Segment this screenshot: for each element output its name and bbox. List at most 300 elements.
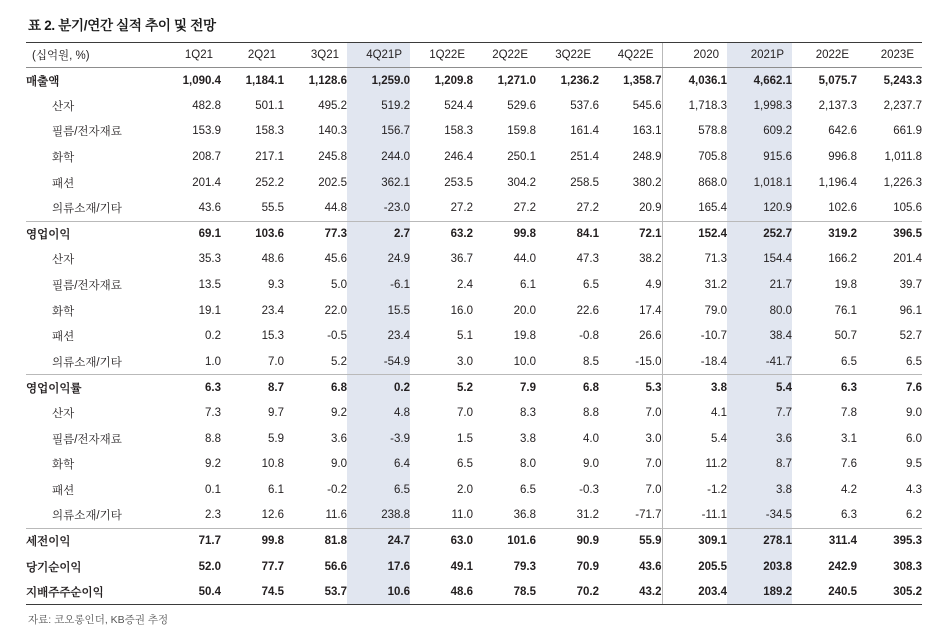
cell: 44.0: [513, 253, 536, 266]
cell: 6.5: [841, 355, 857, 368]
column-header-3q21: 3Q21: [284, 43, 347, 68]
cell: 19.8: [834, 279, 857, 292]
cell: 7.0: [645, 483, 662, 496]
cell: 6.4: [347, 451, 410, 477]
cell: 7.0: [645, 407, 662, 420]
cell: 17.4: [639, 304, 662, 317]
cell: 250.1: [507, 151, 536, 164]
cell: 161.4: [570, 125, 599, 138]
table-row: [26, 93, 922, 119]
row-label: 매출액: [26, 75, 60, 88]
cell: 56.6: [324, 560, 347, 573]
cell: 537.6: [570, 99, 599, 112]
cell: 278.1: [727, 528, 792, 554]
row-label: 산자: [52, 254, 75, 267]
cell: 72.1: [599, 221, 662, 247]
cell: 52.0: [198, 560, 221, 573]
cell: 55.9: [599, 528, 662, 554]
cell: 309.1: [662, 528, 727, 554]
table-row: [26, 528, 922, 554]
cell: 9.0: [583, 458, 599, 471]
cell: 205.5: [662, 554, 727, 580]
row-label: 영업이익률: [26, 375, 158, 401]
row-label: 패션: [52, 177, 75, 190]
cell: 217.1: [255, 151, 284, 164]
column-header-2022e: 2022E: [792, 43, 857, 68]
cell: 4,036.1: [662, 68, 727, 94]
cell: 50.7: [834, 330, 857, 343]
cell: 3.8: [727, 477, 792, 503]
cell: 101.6: [473, 528, 536, 554]
cell: 0.2: [205, 330, 221, 343]
cell: 501.1: [255, 99, 284, 112]
cell: 545.6: [632, 99, 662, 112]
cell: 7.0: [457, 407, 473, 420]
cell: 245.8: [318, 151, 347, 164]
cell: 7.9: [473, 375, 536, 401]
cell: -10.7: [662, 323, 727, 349]
table-body: [26, 68, 922, 605]
cell: 47.3: [576, 253, 599, 266]
cell: 8.0: [520, 458, 536, 471]
cell: 4.1: [662, 400, 727, 426]
cell: 45.6: [324, 253, 347, 266]
column-header-2021p: 2021P: [727, 43, 792, 68]
cell: 201.4: [192, 176, 221, 189]
cell: 77.7: [261, 560, 284, 573]
cell: 22.0: [324, 304, 347, 317]
row-label: 의류소재/기타: [52, 356, 122, 369]
cell: -41.7: [727, 349, 792, 375]
cell: 158.3: [255, 125, 284, 138]
cell: 246.4: [444, 151, 473, 164]
cell: 1,128.6: [308, 74, 347, 87]
cell: 0.1: [205, 483, 221, 496]
cell: -0.2: [327, 483, 347, 496]
cell: 163.1: [632, 125, 662, 138]
cell: 1,011.8: [884, 151, 922, 164]
cell: 8.7: [727, 451, 792, 477]
cell: 248.9: [632, 151, 662, 164]
cell: 1,358.7: [623, 74, 662, 87]
table-row: [26, 144, 922, 170]
cell: 15.5: [347, 298, 410, 324]
cell: 6.5: [583, 279, 599, 292]
cell: -15.0: [635, 355, 662, 368]
cell: 9.7: [268, 407, 284, 420]
cell: 69.1: [158, 221, 221, 247]
cell: 5.3: [599, 375, 662, 401]
cell: 16.0: [450, 304, 473, 317]
cell: 13.5: [198, 279, 221, 292]
cell: 27.2: [450, 202, 473, 215]
cell: 6.1: [520, 279, 536, 292]
table-row: [26, 375, 922, 401]
cell: 48.6: [410, 579, 473, 605]
cell: 48.6: [261, 253, 284, 266]
cell: 38.4: [727, 323, 792, 349]
cell: 36.7: [450, 253, 473, 266]
cell: 49.1: [450, 560, 473, 573]
cell: 396.5: [857, 221, 922, 247]
cell: 76.1: [834, 304, 857, 317]
cell: 5.2: [331, 355, 347, 368]
cell: 6.2: [906, 509, 922, 522]
row-label: 영업이익: [26, 221, 158, 247]
cell: 9.5: [906, 458, 922, 471]
cell: 10.8: [261, 458, 284, 471]
table-row: [26, 119, 922, 145]
cell: 1,090.4: [182, 74, 221, 87]
row-label: 화학: [52, 459, 75, 472]
cell: 7.7: [727, 400, 792, 426]
cell: 80.0: [727, 298, 792, 324]
cell: 2.7: [347, 221, 410, 247]
cell: 6.3: [841, 509, 857, 522]
cell: 5.4: [727, 375, 792, 401]
cell: 43.2: [599, 579, 662, 605]
row-label: 산자: [52, 100, 75, 113]
cell: 609.2: [727, 119, 792, 145]
cell: 1,196.4: [818, 176, 857, 189]
table-row: [26, 503, 922, 529]
cell: 20.0: [513, 304, 536, 317]
cell: 1,018.1: [727, 170, 792, 196]
cell: -23.0: [347, 195, 410, 221]
cell: 2,237.7: [883, 99, 922, 112]
cell: 6.5: [347, 477, 410, 503]
cell: 50.4: [158, 579, 221, 605]
cell: 0.2: [347, 375, 410, 401]
cell: 27.2: [513, 202, 536, 215]
cell: 240.5: [792, 579, 857, 605]
cell: 208.7: [192, 151, 221, 164]
cell: 524.4: [444, 99, 473, 112]
row-label: 세전이익: [26, 528, 158, 554]
cell: 11.0: [451, 509, 473, 522]
cell: 3.6: [727, 426, 792, 452]
cell: -6.1: [347, 272, 410, 298]
cell: 19.1: [198, 304, 221, 317]
column-header-2q21: 2Q21: [221, 43, 284, 68]
row-label: 패션: [52, 484, 75, 497]
cell: 103.6: [221, 221, 284, 247]
cell: -34.5: [727, 503, 792, 529]
cell: 6.5: [457, 458, 473, 471]
cell: 3.0: [457, 355, 473, 368]
cell: 4.9: [645, 279, 662, 292]
row-label: 화학: [52, 152, 75, 165]
cell: 253.5: [444, 176, 473, 189]
column-header-1q22e: 1Q22E: [410, 43, 473, 68]
cell: 26.6: [639, 330, 662, 343]
cell: 7.8: [841, 407, 857, 420]
cell: 24.7: [347, 528, 410, 554]
financial-table: [26, 42, 922, 605]
cell: -1.2: [662, 477, 727, 503]
cell: 43.6: [639, 560, 662, 573]
cell: 27.2: [576, 202, 599, 215]
cell: 258.5: [570, 176, 599, 189]
cell: 165.4: [662, 195, 727, 221]
cell: 4.8: [347, 400, 410, 426]
row-label: 필름/전자재료: [52, 433, 122, 446]
cell: 90.9: [536, 528, 599, 554]
cell: 304.2: [507, 176, 536, 189]
table-row: [26, 298, 922, 324]
cell: 251.4: [570, 151, 599, 164]
cell: 996.8: [828, 151, 857, 164]
cell: 24.9: [347, 247, 410, 273]
cell: 868.0: [662, 170, 727, 196]
cell: 20.9: [639, 202, 662, 215]
cell: 2.4: [457, 279, 473, 292]
cell: 1,718.3: [662, 93, 727, 119]
cell: 43.6: [198, 202, 221, 215]
cell: 105.6: [893, 202, 922, 215]
cell: 915.6: [727, 144, 792, 170]
cell: 19.8: [513, 330, 536, 343]
cell: 578.8: [662, 119, 727, 145]
cell: 9.2: [205, 458, 221, 471]
cell: 63.0: [410, 528, 473, 554]
cell: 6.8: [536, 375, 599, 401]
cell: 39.7: [899, 279, 922, 292]
cell: 78.5: [473, 579, 536, 605]
cell: 2.0: [457, 483, 473, 496]
cell: 52.7: [899, 330, 922, 343]
cell: 203.8: [727, 554, 792, 580]
cell: 495.2: [318, 99, 347, 112]
cell: 11.6: [325, 509, 347, 522]
cell: 153.9: [192, 125, 221, 138]
cell: 3.6: [331, 432, 347, 445]
cell: 81.8: [284, 528, 347, 554]
cell: 5.2: [410, 375, 473, 401]
cell: 242.9: [828, 560, 857, 573]
cell: 1.0: [205, 355, 221, 368]
cell: 9.3: [268, 279, 284, 292]
cell: 53.7: [284, 579, 347, 605]
cell: 31.2: [662, 272, 727, 298]
unit-label: (십억원, %): [26, 43, 158, 68]
cell: 8.8: [205, 432, 221, 445]
cell: 10.0: [513, 355, 536, 368]
cell: 35.3: [198, 253, 221, 266]
cell: 362.1: [347, 170, 410, 196]
row-label: 필름/전자재료: [52, 126, 122, 139]
table-row: [26, 554, 922, 580]
cell: 7.6: [841, 458, 857, 471]
cell: 1,998.3: [727, 93, 792, 119]
table-header-row: [26, 43, 922, 68]
cell: -18.4: [662, 349, 727, 375]
cell: 189.2: [727, 579, 792, 605]
cell: 244.0: [347, 144, 410, 170]
table-row: [26, 579, 922, 605]
cell: 159.8: [507, 125, 536, 138]
column-header-1q21: 1Q21: [158, 43, 221, 68]
cell: 705.8: [662, 144, 727, 170]
table-row: [26, 477, 922, 503]
cell: 44.8: [324, 202, 347, 215]
cell: 154.4: [727, 247, 792, 273]
cell: 529.6: [507, 99, 536, 112]
cell: 5,243.3: [883, 74, 922, 87]
cell: 319.2: [792, 221, 857, 247]
cell: 1,236.2: [560, 74, 599, 87]
cell: 7.0: [645, 458, 662, 471]
row-label: 화학: [52, 305, 75, 318]
cell: 74.5: [221, 579, 284, 605]
row-label: 산자: [52, 408, 75, 421]
row-label: 패션: [52, 331, 75, 344]
cell: 7.3: [205, 407, 221, 420]
table-row: [26, 221, 922, 247]
cell: 23.4: [347, 323, 410, 349]
cell: 519.2: [347, 93, 410, 119]
cell: 71.3: [662, 247, 727, 273]
page-title: 표 2. 분기/연간 실적 추이 및 전망: [28, 18, 216, 33]
cell: 3.0: [645, 432, 662, 445]
cell: 21.7: [727, 272, 792, 298]
cell: 8.7: [221, 375, 284, 401]
cell: 5.1: [457, 330, 473, 343]
table-row: [26, 170, 922, 196]
cell: 140.3: [318, 125, 347, 138]
table-head: [26, 43, 922, 68]
column-header-2023e: 2023E: [857, 43, 922, 68]
column-header-4q22e: 4Q22E: [599, 43, 662, 68]
cell: -0.3: [579, 483, 599, 496]
cell: 252.7: [727, 221, 792, 247]
cell: 17.6: [347, 554, 410, 580]
cell: -54.9: [347, 349, 410, 375]
cell: 152.4: [662, 221, 727, 247]
cell: -71.7: [635, 509, 662, 522]
table-row: [26, 426, 922, 452]
cell: 308.3: [893, 560, 922, 573]
cell: 311.4: [792, 528, 857, 554]
cell: 203.4: [662, 579, 727, 605]
column-header-3q22e: 3Q22E: [536, 43, 599, 68]
cell: 12.6: [261, 509, 284, 522]
table-row: [26, 68, 922, 94]
cell: 5.0: [331, 279, 347, 292]
table-row: [26, 323, 922, 349]
cell: 120.9: [727, 195, 792, 221]
source-note: 자료: 코오롱인더, KB증권 추정: [28, 614, 169, 627]
cell: 1,271.0: [497, 74, 536, 87]
cell: -0.8: [579, 330, 599, 343]
table-row: [26, 247, 922, 273]
cell: 55.5: [261, 202, 284, 215]
cell: -3.9: [347, 426, 410, 452]
cell: 99.8: [473, 221, 536, 247]
cell: 9.2: [331, 407, 347, 420]
cell: 6.5: [906, 355, 922, 368]
column-header-2q22e: 2Q22E: [473, 43, 536, 68]
cell: 8.8: [583, 407, 599, 420]
cell: 70.2: [536, 579, 599, 605]
cell: 6.3: [792, 375, 857, 401]
row-label: 필름/전자재료: [52, 280, 122, 293]
cell: 23.4: [261, 304, 284, 317]
row-label: 지배주주순이익: [26, 579, 158, 605]
cell: 6.8: [284, 375, 347, 401]
table-row: [26, 272, 922, 298]
cell: 10.6: [347, 579, 410, 605]
cell: 642.6: [828, 125, 857, 138]
cell: 3.8: [520, 432, 536, 445]
cell: 4.2: [841, 483, 857, 496]
table-row: [26, 451, 922, 477]
cell: -0.5: [327, 330, 347, 343]
cell: 6.5: [520, 483, 536, 496]
cell: 4.3: [906, 483, 922, 496]
cell: 156.7: [347, 119, 410, 145]
cell: 79.3: [513, 560, 536, 573]
table-row: [26, 349, 922, 375]
cell: 36.8: [513, 509, 536, 522]
cell: -11.1: [662, 503, 727, 529]
cell: 661.9: [893, 125, 922, 138]
cell: 71.7: [158, 528, 221, 554]
cell: 38.2: [639, 253, 662, 266]
cell: 7.0: [268, 355, 284, 368]
row-label: 당기순이익: [26, 561, 82, 574]
cell: 305.2: [857, 579, 922, 605]
cell: 63.2: [410, 221, 473, 247]
cell: 9.0: [906, 407, 922, 420]
cell: 6.1: [268, 483, 284, 496]
cell: 77.3: [284, 221, 347, 247]
cell: 1,259.0: [347, 68, 410, 94]
cell: 22.6: [576, 304, 599, 317]
column-header-2020: 2020: [662, 43, 727, 68]
cell: 5,075.7: [818, 74, 857, 87]
cell: 482.8: [192, 99, 221, 112]
cell: 4,662.1: [727, 68, 792, 94]
cell: 11.2: [662, 451, 727, 477]
cell: 8.5: [583, 355, 599, 368]
table-row: [26, 195, 922, 221]
cell: 7.6: [857, 375, 922, 401]
cell: 2.3: [205, 509, 221, 522]
column-header-4q21p: 4Q21P: [347, 43, 410, 68]
cell: 166.2: [828, 253, 857, 266]
cell: 84.1: [536, 221, 599, 247]
table-row: [26, 400, 922, 426]
cell: 252.2: [255, 176, 284, 189]
cell: 96.1: [899, 304, 922, 317]
cell: 15.3: [261, 330, 284, 343]
cell: 99.8: [221, 528, 284, 554]
cell: 6.0: [906, 432, 922, 445]
cell: 70.9: [576, 560, 599, 573]
cell: 31.2: [576, 509, 599, 522]
cell: 4.0: [583, 432, 599, 445]
row-label: 의류소재/기타: [52, 510, 122, 523]
cell: 5.4: [662, 426, 727, 452]
cell: 1,184.1: [245, 74, 284, 87]
cell: 380.2: [632, 176, 662, 189]
cell: 395.3: [857, 528, 922, 554]
cell: 2,137.3: [818, 99, 857, 112]
row-label: 의류소재/기타: [52, 203, 122, 216]
cell: 202.5: [318, 176, 347, 189]
cell: 3.1: [841, 432, 857, 445]
